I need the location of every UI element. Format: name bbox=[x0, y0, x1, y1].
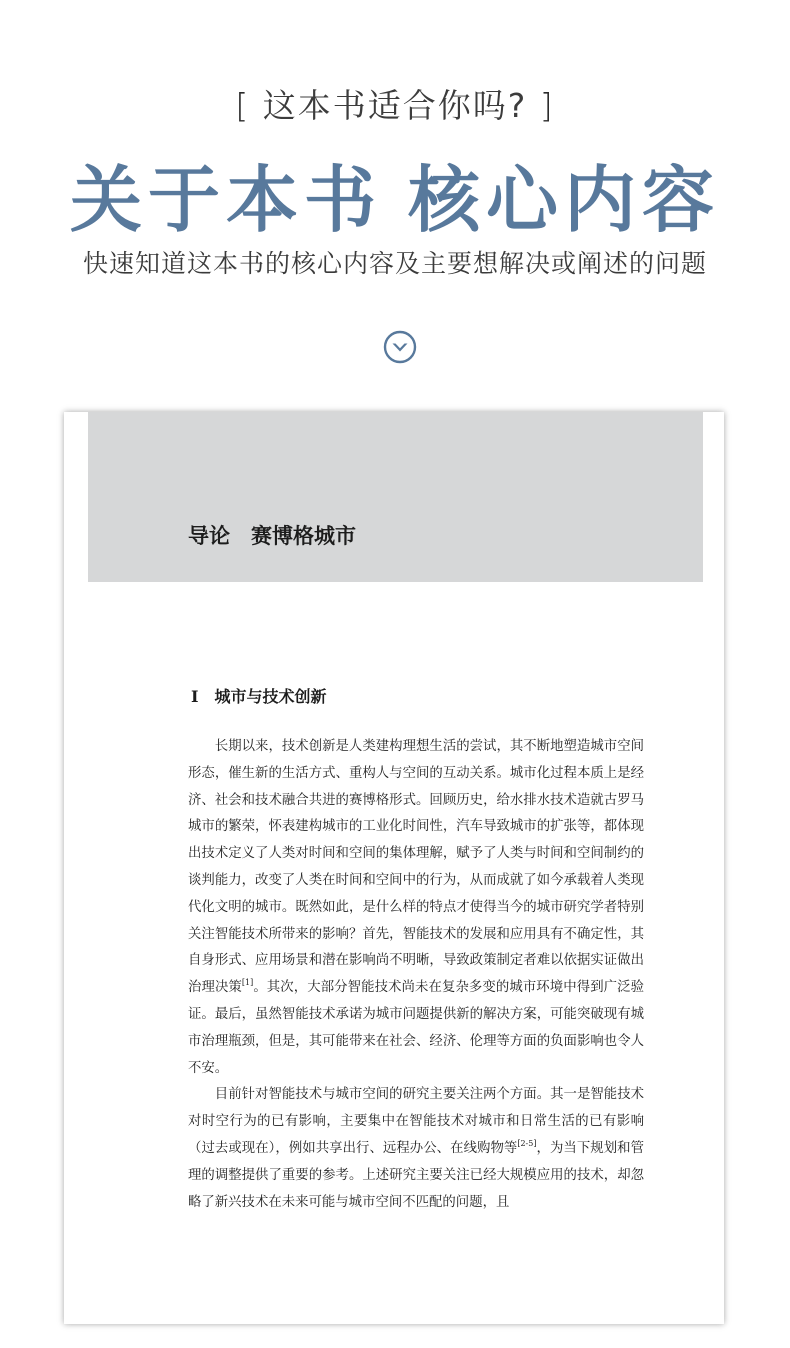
paragraph-text: 目前针对智能技术与城市空间的研究主要关注两个方面。其一是智能技术对时空行为的已有影响，主要集中在智能技术对城市和日常生活的已有影响（过去或现在），例如共享出行、远程办公、在线购物等 bbox=[188, 1087, 644, 1156]
body-paragraph bbox=[188, 734, 644, 1082]
chapter-header-band bbox=[88, 412, 703, 582]
citation-mark: [1] bbox=[241, 978, 254, 988]
eyebrow-close-bracket: ] bbox=[539, 86, 555, 125]
body-paragraph bbox=[188, 1082, 644, 1216]
body-text bbox=[188, 734, 644, 1216]
chevron-down-circle-icon[interactable] bbox=[383, 330, 417, 364]
book-page-preview bbox=[64, 412, 724, 1324]
paragraph-text: 。其次，大部分智能技术尚未在复杂多变的城市环境中得到广泛验证。最后，虽然智能技术承诺为城市问题提供新的解决方案，可能突破现有城市治理瓶颈，但是，其可能带来在社会、经济、伦理等方面的负面影响也令人不安。 bbox=[188, 980, 645, 1076]
paragraph-text: ，为当下规划和管理的调整提供了重要的参考。上述研究主要关注已经大规模应用的技术，却忽略了新兴技术在未来可能与城市空间不匹配的问题，且 bbox=[188, 1140, 644, 1210]
section-title: I 城市与技术创新 bbox=[191, 687, 327, 706]
chapter-title: 导论 赛博格城市 bbox=[188, 523, 356, 548]
page-title bbox=[0, 142, 790, 246]
title-left: 关于本书 bbox=[69, 157, 382, 242]
intro-header bbox=[0, 0, 790, 400]
paragraph-text: 长期以来，技术创新是人类建构理想生活的尝试，其不断地塑造城市空间形态，催生新的生活方式、重构人与空间的互动关系。城市化过程本质上是经济、社会和技术融合共进的赛博格形式。回顾历史，给水排水技术造就古罗马城市的繁荣，怀表建构城市的工业化时间性，汽车导致城市的扩张等，都体现出技术定义了人类对时间和空间的集体理解，赋予了人类与时间和空间制约的谈判能力，改变了人类在时间和空间中的行为，从而成就了如今承载着人类现代化文明的城市。既然如此，是什么样的特点才使得当今的城市研究学者特别关注智能技术所带来的影响？首先，智能技术的发展和应用具有不确定性，其自身形式、应用场景和潜在影响尚不明晰，导致政策制定者难以依据实证做出治理决策 bbox=[188, 739, 644, 996]
eyebrow-text: 这本书适合你吗? bbox=[262, 86, 528, 125]
title-right: 核心内容 bbox=[408, 157, 721, 242]
citation-mark: [2-5] bbox=[517, 1138, 537, 1148]
page-subtitle: 快速知道这本书的核心内容及主要想解决或阐述的问题 bbox=[82, 249, 707, 278]
eyebrow-open-bracket: [ bbox=[235, 86, 251, 125]
eyebrow-question bbox=[0, 80, 790, 127]
